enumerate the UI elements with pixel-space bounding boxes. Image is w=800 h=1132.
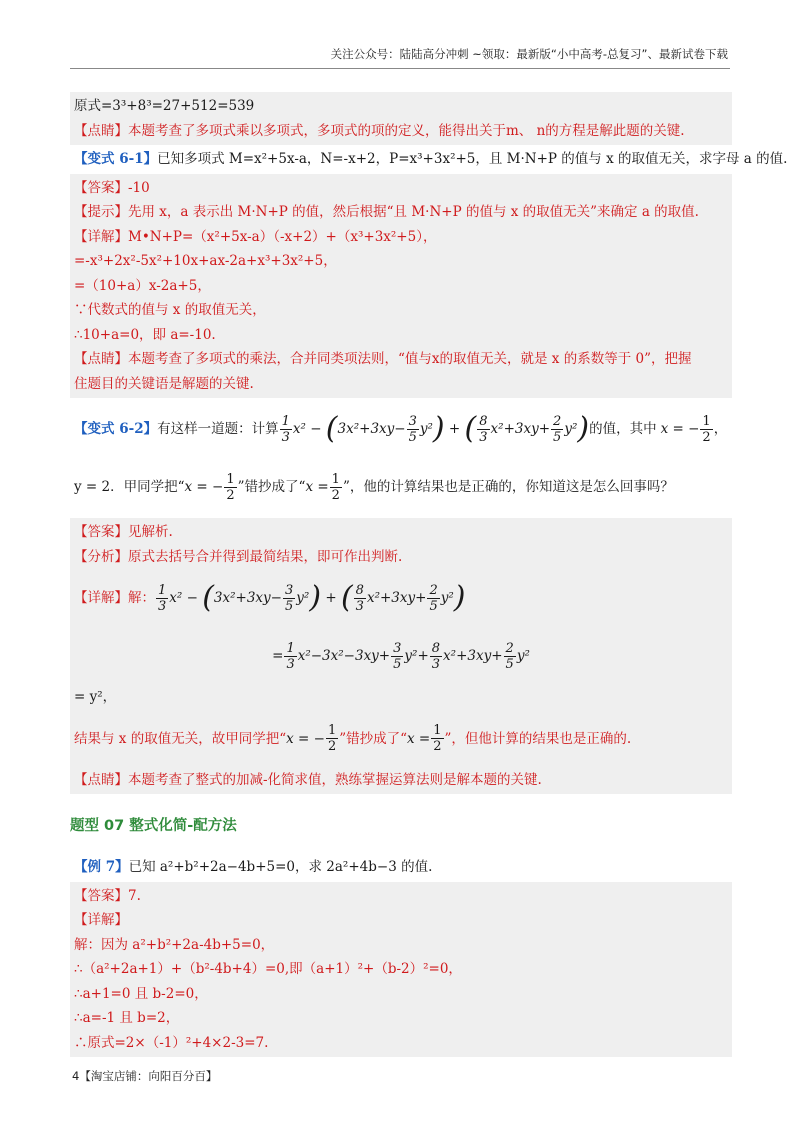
variant-6-1-question [70, 145, 788, 174]
detail-expanded-line: = $\frac{1}{3}$ x²−3x²−3xy+ $\frac{3}{5}$ y²+ $\frac{8}{3}$ x²+3xy+ $\frac{2}{5}$ y² [272, 640, 530, 672]
conclusion-c: ”，但他计算的结果也是正确的. [444, 730, 632, 747]
variant-6-1-solution [70, 174, 732, 399]
detail-line-2: ∴（a²+2a+1）+（b²-4b+4）=0,即（a+1）²+（b-2）²=0， [74, 961, 462, 977]
comment-line: 【点睛】本题考查了整式的加减-化简求值，熟练掌握运算法则是解本题的关键. [74, 771, 542, 788]
section-title: 题型 07 整式化简-配方法 [70, 818, 237, 834]
detail-line-4: ∴a=-1 且 b=2， [74, 1010, 180, 1026]
detail-line-2: =-x³+2x²-5x²+10x+ax-2a+x³+3x²+5， [74, 253, 337, 269]
question-text: 已知 a²+b²+2a−4b+5=0，求 2a²+4b−3 的值. [128, 859, 433, 875]
x-value: x = − [660, 421, 700, 437]
q2-part-b: ”错抄成了“ [237, 479, 306, 495]
comment-line-2: 住题目的关键语是解题的关键. [74, 375, 254, 392]
detail-line-5: ∴原式=2×（-1）²+4×2-3=7. [74, 1034, 269, 1051]
example-7-question [70, 853, 732, 882]
example-tag: 【例 7】 [74, 859, 129, 875]
comment-line-1: 【点睛】本题考查了多项式的乘法，合并同类项法则，“值与x的取值无关，就是 x 的系数等于 0”，把握 [74, 351, 692, 367]
question-lead: 有这样一道题：计算 [157, 421, 279, 437]
question-mid: 的值，其中 [589, 421, 657, 437]
question-text: 已知多项式 M=x²+5x-a，N=-x+2，P=x³+3x²+5，且 M·N+P 的值与 x 的取值无关，求字母 a 的值. [157, 151, 788, 167]
analysis-line: 【分析】原式去括号合并得到最简结果，即可作出判断. [74, 548, 403, 565]
variant-6-2-solution [70, 518, 732, 794]
page-footer: 4【淘宝店铺：向阳百分百】 [72, 1069, 218, 1083]
detail-line-4: ∵代数式的值与 x 的取值无关， [74, 302, 266, 318]
conclusion-a: 结果与 x 的取值无关，故甲同学把“ [74, 730, 287, 747]
result-line: = y²， [74, 689, 117, 705]
answer-line: 【答案】-10 [74, 179, 150, 196]
answer-line: 【答案】7. [74, 887, 141, 904]
expression: $\frac{1}{3}$ x² − ( 3x²+3xy− $\frac{3}{5}$ y² ) + ( $\frac{8}{3}$ x²+3xy+ $\frac{2}{5}$ y² ) [281, 411, 590, 446]
question-line-1: 【变式 6-2】 有这样一道题：计算 $\frac{1}{3}$ x² − ( 3x²+3xy− $\frac{3}{5}$ y² ) + ( $\frac{8}{3}$ x²+3xy+ $\frac{2}{5}$ y² ) 的值，其中 x = − $\frac{1}{2}$ ， [74, 400, 728, 458]
detail-line-3: =（10+a）x-2a+5， [74, 277, 211, 294]
conclusion-b: ”错抄成了“ [339, 730, 408, 747]
previous-solution-block [70, 92, 732, 145]
solution-result: 原式=3³+8³=27+512=539 [74, 98, 255, 114]
question-line-2: y = 2．甲同学把“ x = − $\frac{1}{2}$ ”错抄成了“ x = $\frac{1}{2}$ ”，他的计算结果也是正确的，你知道这是怎么回事吗？ [74, 458, 728, 516]
detail-tag: 【详解】 [74, 912, 128, 928]
q2-part-a: y = 2．甲同学把“ [74, 479, 185, 495]
detail-tag: 【详解】解： [74, 590, 155, 606]
page-header: 关注公众号：陆陆高分冲刺 ~领取：最新版“小中高考-总复习”、最新试卷下载 [330, 47, 728, 61]
page-content [70, 92, 788, 1057]
conclusion-line: 结果与 x 的取值无关，故甲同学把“ x = − $\frac{1}{2}$ ”错抄成了“ x = $\frac{1}{2}$ ”，但他计算的结果也是正确的. [74, 710, 728, 768]
variant-tag: 【变式 6-1】 [74, 151, 158, 167]
q2-part-c: ”，他的计算结果也是正确的，你知道这是怎么回事吗？ [342, 479, 674, 495]
variant-6-2-question [70, 398, 732, 518]
example-7-solution [70, 882, 732, 1058]
answer-line: 【答案】见解析. [74, 524, 173, 540]
detail-line-1: 解：因为 a²+b²+2a-4b+5=0， [74, 936, 275, 953]
detail-line-1: 【详解】M•N+P=（x²+5x-a）（-x+2）+（x³+3x²+5）， [74, 228, 437, 245]
variant-tag: 【变式 6-2】 [74, 421, 158, 437]
detail-line-5: ∴10+a=0，即 a=-10. [74, 326, 216, 343]
detail-line-3: ∴a+1=0 且 b-2=0， [74, 985, 208, 1002]
header-divider [70, 68, 730, 69]
hint-line: 【提示】先用 x，a 表示出 M·N+P 的值，然后根据“且 M·N+P 的值与 x 的取值无关”来确定 a 的取值. [74, 204, 699, 220]
detail-expression-line: 【详解】解： $\frac{1}{3}$ x² − ( 3x²+3xy− $\frac{3}{5}$ y² ) + ( $\frac{8}{3}$ x²+3xy+ $\frac{2}{5}$ y² ) [74, 569, 728, 627]
comment-line: 【点睛】本题考查了多项式乘以多项式，多项式的项的定义，能得出关于m、 n的方程是解此题的关键. [74, 122, 685, 139]
